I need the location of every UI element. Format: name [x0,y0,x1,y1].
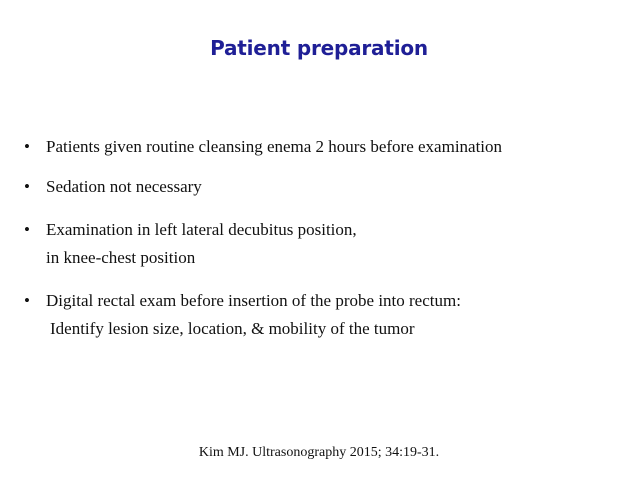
bullet-item-4 [24,288,461,313]
bullet-item-3 [24,217,357,242]
bullet-continuation: in knee-chest position [46,248,196,267]
slide-title: Patient preparation [210,36,428,60]
bullet-continuation: Identify lesion size, location, & mobility of the tumor [50,319,415,338]
bullet-item-1 [24,134,502,159]
bullet-text: Sedation not necessary [46,177,202,196]
bullet-text: Examination in left lateral decubitus position, [46,220,357,239]
citation: Kim MJ. Ultrasonography 2015; 34:19-31. [198,445,440,460]
bullet-marker: • [24,291,30,310]
bullet-item-2 [24,174,202,199]
bullet-marker: • [24,177,30,196]
bullet-marker: • [24,137,30,156]
bullet-marker: • [24,220,30,239]
bullet-text: Digital rectal exam before insertion of the probe into rectum: [46,291,461,310]
bullet-text: Patients given routine cleansing enema 2 hours before examination [46,137,503,156]
